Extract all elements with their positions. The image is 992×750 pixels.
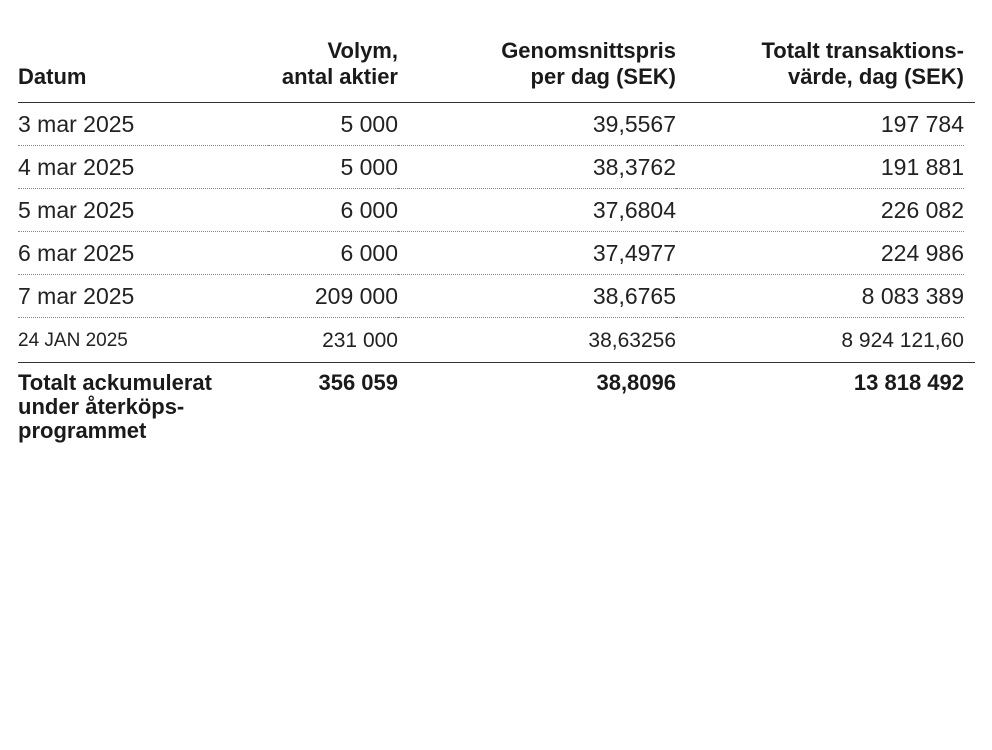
cell-volume: 5 000 [268,146,398,189]
table-row [18,318,975,363]
header-genomsnittspris-line-2: per dag (SEK) [530,64,676,89]
table-row [18,232,975,275]
cell-avg-price: 38,3762 [398,146,676,189]
cell-total-value: 191 881 [676,146,964,189]
buyback-table [18,18,975,443]
total-row [18,363,975,443]
table-row [18,189,975,232]
header-volym [268,38,398,90]
cell-total-value: 8 083 389 [676,275,964,318]
header-transaktionsvarde-line-1: Totalt transaktions- [761,38,964,63]
total-label [18,371,268,443]
cell-avg-price: 37,4977 [398,232,676,275]
cell-avg-price: 38,6765 [398,275,676,318]
cell-total-value: 226 082 [676,189,964,232]
cell-volume: 6 000 [268,232,398,275]
cell-volume: 6 000 [268,189,398,232]
header-genomsnittspris-line-1: Genomsnittspris [501,38,676,63]
table-row [18,146,975,189]
cell-volume: 5 000 [268,103,398,146]
cell-date: 6 mar 2025 [18,232,268,275]
header-transaktionsvarde-line-2: värde, dag (SEK) [787,64,964,89]
cell-total-value: 8 924 121,60 [841,328,964,352]
table-row [18,275,975,318]
header-genomsnittspris [398,38,676,90]
cell-avg-price: 39,5567 [398,103,676,146]
header-volym-line-1: Volym, [327,38,398,63]
cell-total-value: 197 784 [676,103,964,146]
total-value: 13 818 492 [853,370,964,395]
table-row [18,103,975,146]
cell-date: 24 JAN 2025 [18,329,128,351]
total-avg-price: 38,8096 [596,370,676,395]
cell-total-value: 224 986 [676,232,964,275]
cell-date: 3 mar 2025 [18,103,268,146]
total-label-line-1: Totalt ackumulerat [18,370,212,395]
cell-volume: 209 000 [268,275,398,318]
table-header [18,18,975,103]
cell-date: 4 mar 2025 [18,146,268,189]
header-datum-line-2: Datum [18,64,87,89]
total-label-line-3: programmet [18,418,147,443]
header-datum [18,64,268,90]
cell-avg-price: 38,63256 [588,328,676,352]
cell-date: 7 mar 2025 [18,275,268,318]
total-volume: 356 059 [318,370,398,395]
header-transaktionsvarde [676,38,964,90]
total-label-line-2: under återköps- [18,394,185,419]
header-volym-line-2: antal aktier [281,64,398,89]
cell-avg-price: 37,6804 [398,189,676,232]
cell-date: 5 mar 2025 [18,189,268,232]
cell-volume: 231 000 [322,328,398,352]
